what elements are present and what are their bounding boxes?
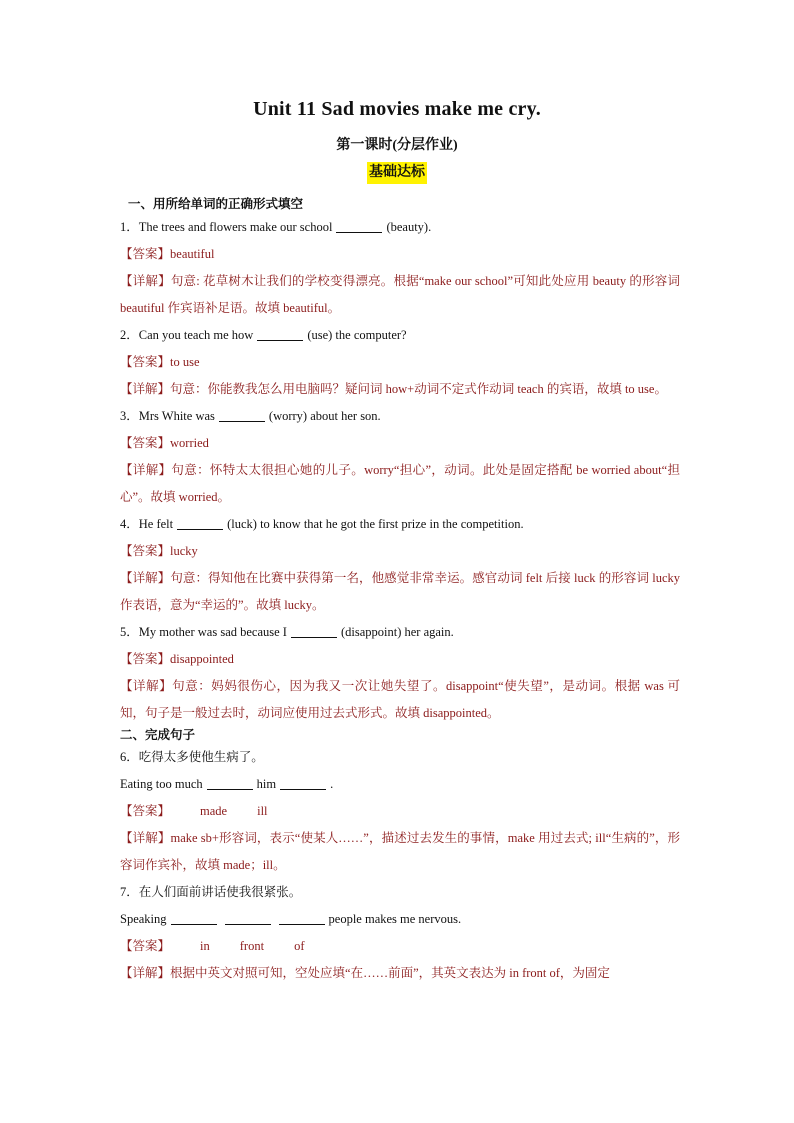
answer-blank [257,326,303,341]
answer-blank [177,515,223,530]
question-7: Speaking people makes me nervous. [120,912,462,926]
explanation-5: 【详解】句意：妈妈很伤心，因为我又一次让她失望了。disappoint“使失望”，是动词。根据 was 可知，句子是一般过去时，动词应使用过去式形式。故填 disappointed。 [120,679,680,720]
question-1: 1．The trees and flowers make our school (beauty). [120,220,432,234]
answer-5: 【答案】disappointed [120,652,234,666]
explanation-1: 【详解】句意: 花草树木让我们的学校变得漂亮。根据“make our school”可知此处应用 beauty 的形容词 beautiful 作宾语补足语。故填 beautiful。 [120,274,680,315]
answer-6: 【答案】 made ill [120,804,268,818]
answer-blank [280,775,326,790]
answer-blank [219,407,265,422]
answer-blank [171,910,217,925]
question-5: 5．My mother was sad because I (disappoint) her again. [120,625,454,639]
answer-blank [279,910,325,925]
explanation-2: 【详解】句意：你能教我怎么用电脑吗？疑问词 how+动词不定式作动词 teach 的宾语，故填 to use。 [120,382,667,396]
question-2: 2．Can you teach me how (use) the computer? [120,328,407,342]
question-3: 3．Mrs White was (worry) about her son. [120,409,381,423]
explanation-6: 【详解】make sb+形容词，表示“使某人……”，描述过去发生的事情，make 用过去式; ill“生病的”，形容词作宾补，故填 made；ill。 [120,831,680,872]
section-heading-fill-in: 一、用所给单词的正确形式填空 [128,197,304,211]
question-6: Eating too much him . [120,777,334,791]
exercise-content [120,191,680,987]
question-4: 4．He felt (luck) to know that he got the first prize in the competition. [120,517,524,531]
answer-2: 【答案】to use [120,355,200,369]
explanation-7: 【详解】根据中英文对照可知，空处应填“在……前面”，其英文表达为 in front of，为固定 [120,966,610,980]
level-highlight: 基础达标 [367,162,427,184]
question-6-prompt: 6．吃得太多使他生病了。 [120,750,264,764]
answer-7: 【答案】 in front of [120,939,305,953]
question-7-prompt: 7．在人们面前讲话使我很紧张。 [120,885,302,899]
answer-4: 【答案】lucky [120,544,198,558]
answer-3: 【答案】worried [120,436,209,450]
answer-blank [291,623,337,638]
answer-blank [207,775,253,790]
page-subtitle: 第一课时(分层作业) [336,138,458,153]
level-label [0,162,794,184]
answer-1: 【答案】beautiful [120,247,215,261]
answer-blank [225,910,271,925]
explanation-4: 【详解】句意：得知他在比赛中获得第一名，他感觉非常幸运。感官动词 felt 后接 luck 的形容词 lucky 作表语，意为“幸运的”。故填 lucky。 [120,571,680,612]
answer-blank [336,218,382,233]
explanation-3: 【详解】句意：怀特太太很担心她的儿子。worry“担心”，动词。此处是固定搭配 be worried about“担心”。故填 worried。 [120,463,680,504]
page-title: Unit 11 Sad movies make me cry. [253,98,541,120]
section-heading-complete-sentences: 二、完成句子 [120,728,196,742]
